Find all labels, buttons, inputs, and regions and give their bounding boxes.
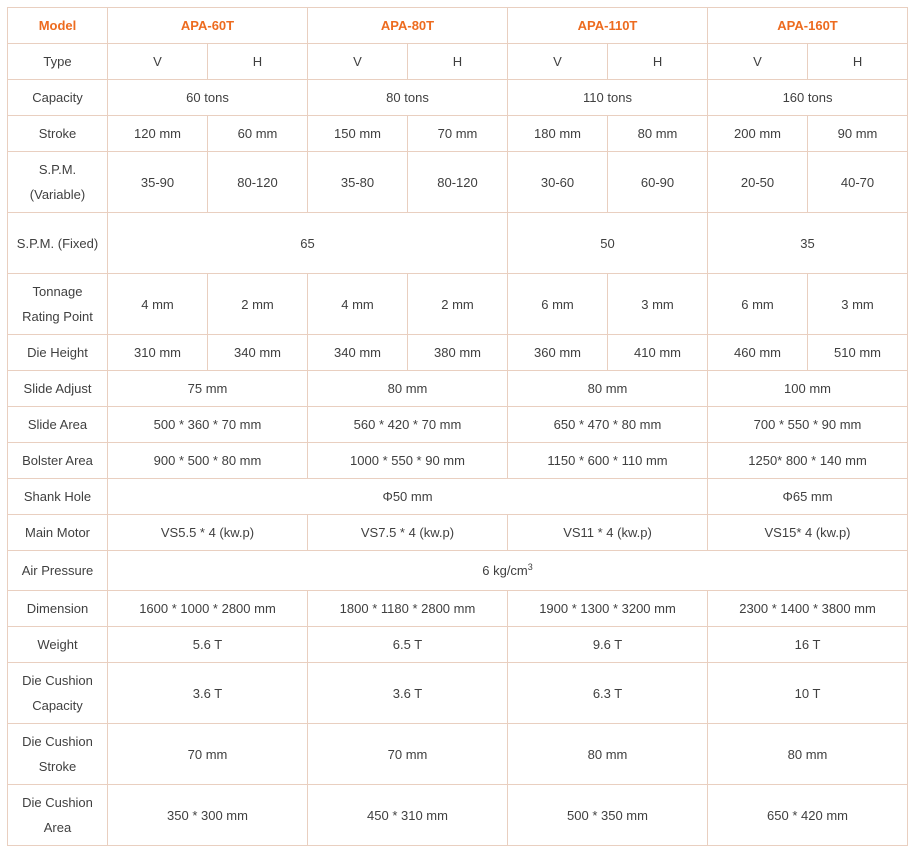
row-label: Type <box>8 44 108 80</box>
row-label <box>8 724 108 785</box>
cell: 650 * 470 * 80 mm <box>508 407 708 443</box>
cell: 60-90 <box>608 152 708 213</box>
row-label-line: Area <box>43 820 72 835</box>
row-label-line: Rating Point <box>22 309 93 324</box>
cell: 35-90 <box>108 152 208 213</box>
model-header: APA-160T <box>708 8 908 44</box>
cell: 2 mm <box>408 274 508 335</box>
shank-hole-row <box>8 479 908 515</box>
cell: 2 mm <box>208 274 308 335</box>
bolster-area-row <box>8 443 908 479</box>
row-label-line: Stroke <box>38 759 77 774</box>
cell: 510 mm <box>808 335 908 371</box>
cell: VS7.5 * 4 (kw.p) <box>308 515 508 551</box>
cell: 380 mm <box>408 335 508 371</box>
dimension-row <box>8 591 908 627</box>
die-height-row <box>8 335 908 371</box>
row-label-line: Tonnage <box>32 284 83 299</box>
cell: 350 * 300 mm <box>108 785 308 846</box>
cell: 1800 * 1180 * 2800 mm <box>308 591 508 627</box>
cell: 80-120 <box>208 152 308 213</box>
cell: V <box>508 44 608 80</box>
cell: 60 mm <box>208 116 308 152</box>
cell: 340 mm <box>308 335 408 371</box>
cell: H <box>608 44 708 80</box>
cell: 6.3 T <box>508 663 708 724</box>
die-cushion-capacity-row <box>8 663 908 724</box>
die-cushion-stroke-row <box>8 724 908 785</box>
row-label <box>8 785 108 846</box>
cell: 310 mm <box>108 335 208 371</box>
cell: 30-60 <box>508 152 608 213</box>
row-label: Bolster Area <box>8 443 108 479</box>
spm-fixed-row <box>8 213 908 274</box>
row-label: Stroke <box>8 116 108 152</box>
cell: H <box>408 44 508 80</box>
cell: 460 mm <box>708 335 808 371</box>
row-label: Slide Adjust <box>8 371 108 407</box>
die-cushion-area-row <box>8 785 908 846</box>
cell: 70 mm <box>108 724 308 785</box>
cell: 80 mm <box>608 116 708 152</box>
cell: 180 mm <box>508 116 608 152</box>
cell: 1150 * 600 * 110 mm <box>508 443 708 479</box>
cell: 500 * 360 * 70 mm <box>108 407 308 443</box>
row-label-line: S.P.M. <box>38 162 77 177</box>
cell: 16 T <box>708 627 908 663</box>
type-row <box>8 44 908 80</box>
row-label <box>8 152 108 213</box>
cell: 340 mm <box>208 335 308 371</box>
cell: 410 mm <box>608 335 708 371</box>
cell: 110 tons <box>508 80 708 116</box>
air-pressure-row <box>8 551 908 591</box>
cell <box>108 551 908 591</box>
cell: 100 mm <box>708 371 908 407</box>
cell: 80 mm <box>508 724 708 785</box>
row-label-line: (Variable) <box>29 187 86 202</box>
cell: 6 mm <box>508 274 608 335</box>
cell: 150 mm <box>308 116 408 152</box>
cell: 20-50 <box>708 152 808 213</box>
cell: H <box>208 44 308 80</box>
cell: 4 mm <box>308 274 408 335</box>
cell: 1250* 800 * 140 mm <box>708 443 908 479</box>
row-label: S.P.M. (Fixed) <box>8 213 108 274</box>
cell: 9.6 T <box>508 627 708 663</box>
cell: 5.6 T <box>108 627 308 663</box>
tonnage-row <box>8 274 908 335</box>
cell: 450 * 310 mm <box>308 785 508 846</box>
cell: 1600 * 1000 * 2800 mm <box>108 591 308 627</box>
cell: 700 * 550 * 90 mm <box>708 407 908 443</box>
stroke-row <box>8 116 908 152</box>
cell: 60 tons <box>108 80 308 116</box>
cell: 200 mm <box>708 116 808 152</box>
model-header: APA-80T <box>308 8 508 44</box>
cell: 650 * 420 mm <box>708 785 908 846</box>
header-label: Model <box>8 8 108 44</box>
cell: 80-120 <box>408 152 508 213</box>
cell: 3.6 T <box>308 663 508 724</box>
header-row <box>8 8 908 44</box>
cell: 75 mm <box>108 371 308 407</box>
cell: 65 <box>108 213 508 274</box>
cell: 3 mm <box>808 274 908 335</box>
cell: VS11 * 4 (kw.p) <box>508 515 708 551</box>
cell: VS5.5 * 4 (kw.p) <box>108 515 308 551</box>
slide-area-row <box>8 407 908 443</box>
cell: V <box>708 44 808 80</box>
cell: 40-70 <box>808 152 908 213</box>
cell: 90 mm <box>808 116 908 152</box>
cell: 1000 * 550 * 90 mm <box>308 443 508 479</box>
row-label <box>8 663 108 724</box>
cell: 4 mm <box>108 274 208 335</box>
cell: 500 * 350 mm <box>508 785 708 846</box>
row-label: Dimension <box>8 591 108 627</box>
cell: V <box>108 44 208 80</box>
cell: 80 mm <box>508 371 708 407</box>
cell: 50 <box>508 213 708 274</box>
weight-row <box>8 627 908 663</box>
cell: 35-80 <box>308 152 408 213</box>
cell: 70 mm <box>408 116 508 152</box>
row-label: Weight <box>8 627 108 663</box>
cell: 80 mm <box>308 371 508 407</box>
cell: 3.6 T <box>108 663 308 724</box>
cell: 80 mm <box>708 724 908 785</box>
cell: 3 mm <box>608 274 708 335</box>
cell: Φ65 mm <box>708 479 908 515</box>
main-motor-row <box>8 515 908 551</box>
spec-table <box>7 7 908 846</box>
row-label: Die Height <box>8 335 108 371</box>
cell: VS15* 4 (kw.p) <box>708 515 908 551</box>
cell: 160 tons <box>708 80 908 116</box>
cell: 2300 * 1400 * 3800 mm <box>708 591 908 627</box>
row-label-line: Die Cushion <box>22 734 93 749</box>
cell: 10 T <box>708 663 908 724</box>
spm-variable-row <box>8 152 908 213</box>
air-pressure-value: 6 kg/cm <box>482 563 528 578</box>
model-header: APA-110T <box>508 8 708 44</box>
cell: V <box>308 44 408 80</box>
cell: 1900 * 1300 * 3200 mm <box>508 591 708 627</box>
model-header: APA-60T <box>108 8 308 44</box>
cell: Φ50 mm <box>108 479 708 515</box>
row-label: Main Motor <box>8 515 108 551</box>
row-label <box>8 274 108 335</box>
cell: 360 mm <box>508 335 608 371</box>
row-label-line: Capacity <box>32 698 83 713</box>
air-pressure-superscript: 3 <box>527 562 533 572</box>
cell: 70 mm <box>308 724 508 785</box>
cell: 900 * 500 * 80 mm <box>108 443 308 479</box>
cell: H <box>808 44 908 80</box>
cell: 6.5 T <box>308 627 508 663</box>
cell: 6 mm <box>708 274 808 335</box>
row-label-line: Die Cushion <box>22 795 93 810</box>
row-label: Shank Hole <box>8 479 108 515</box>
cell: 120 mm <box>108 116 208 152</box>
row-label-line: Die Cushion <box>22 673 93 688</box>
cell: 35 <box>708 213 908 274</box>
row-label: Air Pressure <box>8 551 108 591</box>
cell: 80 tons <box>308 80 508 116</box>
slide-adjust-row <box>8 371 908 407</box>
capacity-row <box>8 80 908 116</box>
cell: 560 * 420 * 70 mm <box>308 407 508 443</box>
row-label: Slide Area <box>8 407 108 443</box>
row-label: Capacity <box>8 80 108 116</box>
